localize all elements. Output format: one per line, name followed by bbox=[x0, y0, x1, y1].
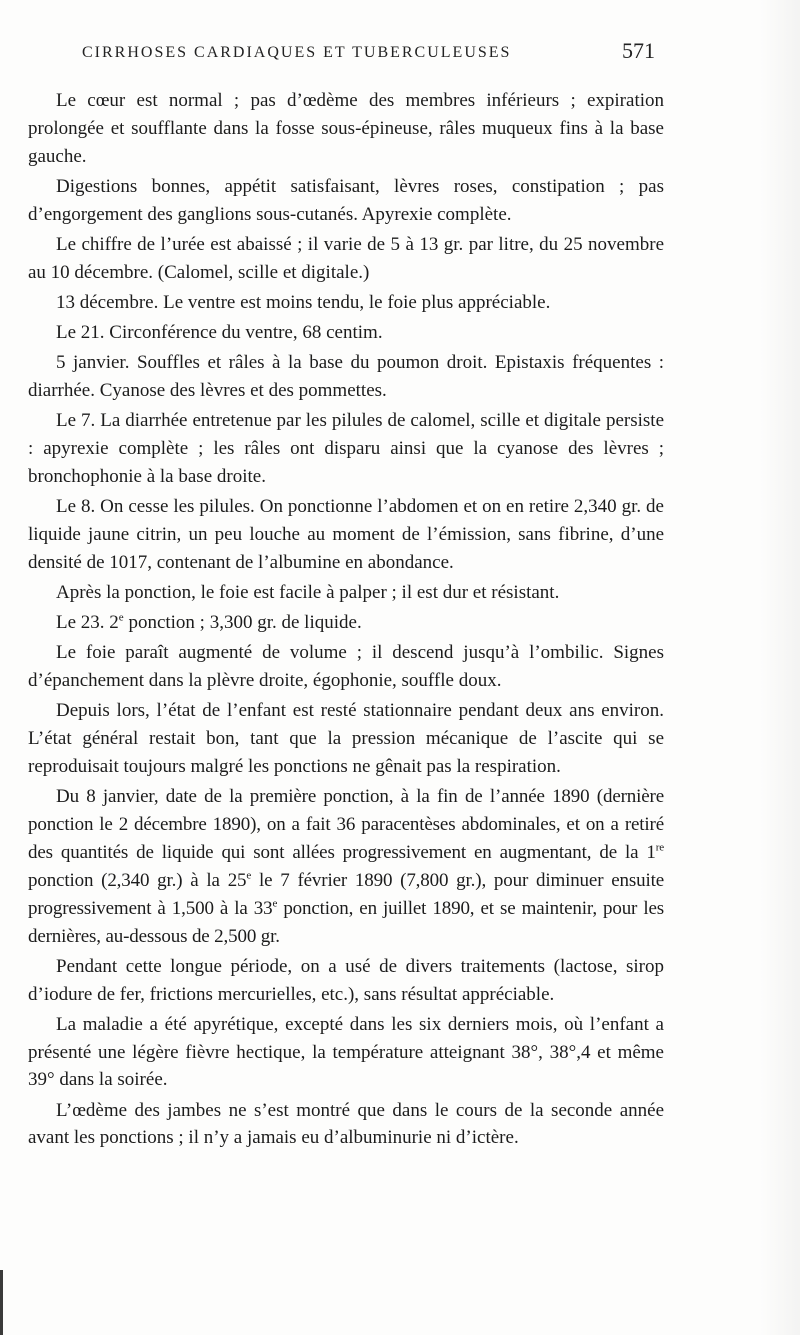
paragraph: Le 7. La diarrhée entretenue par les pilules de calomel, scille et digitale persiste : apyrexie complète ; les râles ont disparu ainsi que la cyanose des lèvres ; bronchophonie à la base droite. bbox=[28, 410, 664, 487]
paragraph bbox=[28, 609, 664, 637]
paragraph bbox=[28, 783, 664, 950]
paragraph: Pendant cette longue période, on a usé de divers traitements (lactose, sirop d’iodure de fer, frictions mercurielles, etc.), sans résultat appréciable. bbox=[28, 955, 664, 1005]
paragraph: Après la ponction, le foie est facile à palper ; il est dur et résistant. bbox=[56, 581, 560, 603]
text-run: le 7 février 1890 (7,800 gr.), pour diminuer ensuite progressivement à 1,500 à la 33 bbox=[28, 869, 664, 919]
text-run: Du 8 janvier, date de la première ponction, à la fin de l’année 1890 (dernière ponction le 2 décembre 1890), on a fait 36 paracentèses abdominales, et on a retiré des quantités de liquide qui sont allées progressivement en augmentant, de la 1 bbox=[28, 786, 664, 863]
paragraph: L’œdème des jambes ne s’est montré que dans le cours de la seconde année avant les ponctions ; il n’y a jamais eu d’albuminurie ni d’ictère. bbox=[28, 1099, 664, 1149]
paragraph: Le chiffre de l’urée est abaissé ; il varie de 5 à 13 gr. par litre, du 25 novembre au 10 décembre. (Calomel, scille et digitale.) bbox=[28, 233, 664, 283]
binding-edge-mark bbox=[0, 1270, 3, 1335]
text-run: ponction (2,340 gr.) à la 25 bbox=[28, 869, 247, 891]
page-number: 571 bbox=[622, 38, 655, 63]
text-run: ponction, en juillet 1890, et se maintenir, pour les dernières, au-dessous de 2,500 gr. bbox=[28, 897, 664, 947]
paragraph: 5 janvier. Souffles et râles à la base du poumon droit. Epistaxis fréquentes : diarrhée. Cyanose des lèvres et des pommettes. bbox=[28, 352, 664, 401]
paragraph: Le cœur est normal ; pas d’œdème des membres inférieurs ; expiration prolongée et soufflante dans la fosse sous-épineuse, râles muqueux fins à la base gauche. bbox=[28, 90, 664, 167]
superscript: e bbox=[118, 611, 124, 624]
body-text bbox=[28, 87, 664, 1155]
paragraph: Le 8. On cesse les pilules. On ponctionne l’abdomen et on en retire 2,340 gr. de liquide jaune citrin, un peu louche au moment de l’émission, sans fibrine, d’une densité de 1017, contenant de l’albumine en abondance. bbox=[28, 496, 664, 573]
running-title: CIRRHOSES CARDIAQUES ET TUBERCULEUSES bbox=[82, 44, 512, 61]
superscript: e bbox=[272, 897, 278, 910]
superscript: re bbox=[655, 841, 664, 854]
paragraph: La maladie a été apyrétique, excepté dans les six derniers mois, où l’enfant a présenté une légère fièvre hectique, la température atteignant 38°, 38°,4 et même 39° dans la soirée. bbox=[28, 1013, 664, 1091]
paragraph: Le foie paraît augmenté de volume ; il descend jusqu’à l’ombilic. Signes d’épanchement dans la plèvre droite, égophonie, souffle doux. bbox=[28, 642, 664, 691]
paragraph: Digestions bonnes, appétit satisfaisant, lèvres roses, constipation ; pas d’engorgement des ganglions sous-cutanés. Apyrexie complète. bbox=[28, 175, 664, 225]
paragraph: Le 21. Circonférence du ventre, 68 centim. bbox=[56, 322, 383, 343]
page-edge-shadow bbox=[760, 0, 800, 1335]
text-run: ponction ; 3,300 gr. de liquide. bbox=[123, 612, 362, 633]
paragraph: Depuis lors, l’état de l’enfant est resté stationnaire pendant deux ans environ. L’état général restait bon, tant que la pression mécanique de l’ascite qui se reproduisait toujours malgré les ponctions ne gênait pas la respiration. bbox=[28, 700, 664, 777]
paragraph: 13 décembre. Le ventre est moins tendu, le foie plus appréciable. bbox=[56, 291, 551, 313]
text-run: Le 23. 2 bbox=[56, 612, 119, 633]
superscript: e bbox=[246, 869, 252, 882]
